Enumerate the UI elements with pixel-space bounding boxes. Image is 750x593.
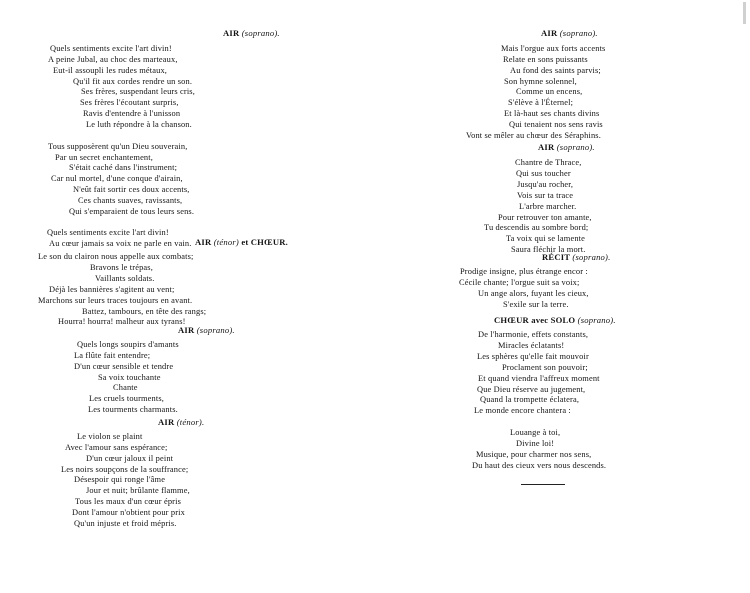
- verse-line: Tu descendis au sombre bord;: [484, 223, 589, 233]
- verse-line: Qu'il fit aux cordes rendre un son.: [73, 76, 193, 86]
- heading-voice: (soprano).: [577, 315, 616, 325]
- verse-line: Dont l'amour n'obtient pour prix: [72, 507, 185, 517]
- scan-edge-mark: [743, 2, 746, 24]
- verse-line: Avec l'amour sans espérance;: [65, 442, 168, 452]
- verse-line: Et là-haut ses chants divins: [504, 109, 600, 119]
- heading-voice: (soprano).: [241, 28, 280, 38]
- verse-line: Déjà les bannières s'agitent au vent;: [49, 284, 175, 294]
- heading-voice: (soprano).: [556, 142, 595, 152]
- verse-line: Le son du clairon nous appelle aux combats;: [38, 252, 194, 261]
- verse-line: Quels longs soupirs d'amants: [77, 340, 179, 349]
- verse-line: Pour retrouver ton amante,: [498, 212, 592, 222]
- verse-line: Mais l'orgue aux forts accents: [501, 44, 606, 53]
- section-heading: [223, 28, 280, 38]
- verse-line: Tous les maux d'un cœur épris: [75, 497, 181, 507]
- verse-line: Battez, tambours, en tête des rangs;: [82, 306, 207, 316]
- verse-line: Quels sentiments excite l'art divin!: [47, 228, 169, 238]
- verse-line: S'exile sur la terre.: [503, 299, 569, 309]
- verse-line: Qui tenaient nos sens ravis: [509, 119, 603, 129]
- section-heading: [195, 237, 288, 247]
- verse-line: Bravons le trépas,: [90, 262, 153, 272]
- verse-line: Saura fléchir la mort.: [511, 245, 586, 255]
- section-heading: [158, 417, 204, 427]
- verse-line: Sa voix touchante: [98, 372, 161, 382]
- verse-line: Car nul mortel, d'une conque d'airain,: [51, 174, 183, 184]
- heading-title: AIR: [195, 237, 214, 247]
- verse-line: Quand la trompette éclatera,: [480, 395, 580, 405]
- verse-line: La flûte fait entendre;: [74, 350, 151, 360]
- verse-line: Musique, pour charmer nos sens,: [476, 449, 592, 459]
- verse-line: Jour et nuit; brûlante flamme,: [86, 486, 190, 496]
- verse-line: Chantre de Thrace,: [515, 158, 582, 167]
- verse-line: Du haut des cieux vers nous descends.: [472, 460, 607, 470]
- section-heading: [542, 252, 610, 262]
- section-heading: [178, 325, 235, 335]
- verse-line: Désespoir qui ronge l'âme: [74, 475, 166, 485]
- verse-line: Qui s'emparaient de tous leurs sens.: [69, 206, 195, 216]
- verse-line: Prodige insigne, plus étrange encor :: [460, 267, 588, 276]
- verse-line: Proclament son pouvoir;: [502, 362, 588, 372]
- verse-line: Chante: [113, 383, 138, 393]
- verse-line: Que Dieu réserve au jugement,: [477, 384, 586, 394]
- section-heading: [538, 142, 595, 152]
- verse-line: Un ange alors, fuyant les cieux,: [478, 288, 589, 298]
- verse-line: Relate en sons puissants: [503, 54, 588, 64]
- heading-tail: et CHŒUR.: [238, 237, 289, 247]
- heading-title: AIR: [158, 417, 177, 427]
- verse-line: Jusqu'au rocher,: [517, 179, 574, 189]
- verse-line: Vaillants soldats.: [95, 273, 155, 283]
- verse-line: Son hymne solennel,: [504, 76, 577, 86]
- verse-line: Les sphères qu'elle fait mouvoir: [477, 351, 589, 361]
- heading-voice: (soprano).: [572, 252, 611, 262]
- heading-title: AIR: [541, 28, 560, 38]
- verse-line: Ses frères l'écoutant surpris,: [80, 98, 179, 108]
- verse-line: Et quand viendra l'affreux moment: [478, 373, 600, 383]
- verse-line: Vois sur ta trace: [517, 190, 574, 200]
- verse-line: Ses frères, suspendant leurs cris,: [81, 87, 195, 97]
- heading-voice: (soprano).: [559, 28, 598, 38]
- verse-line: Au cœur jamais sa voix ne parle en vain.: [49, 239, 192, 249]
- verse-line: Marchons sur leurs traces toujours en avant.: [38, 295, 193, 305]
- section-heading: [494, 315, 616, 325]
- heading-voice: (ténor): [213, 237, 239, 247]
- verse-line: Ravis d'entendre à l'unisson: [83, 109, 181, 119]
- verse-line: Ces chants suaves, ravissants,: [78, 195, 183, 205]
- heading-voice: (ténor).: [176, 417, 205, 427]
- verse-line: Hourra! hourra! malheur aux tyrans!: [58, 317, 186, 327]
- verse-line: Le violon se plaint: [77, 432, 143, 441]
- verse-line: A peine Jubal, au choc des marteaux,: [48, 54, 178, 64]
- verse-line: D'un cœur sensible et tendre: [74, 361, 174, 371]
- section-heading: [541, 28, 598, 38]
- verse-line: Les noirs soupçons de la souffrance;: [61, 464, 189, 474]
- heading-title: AIR: [223, 28, 242, 38]
- verse-line: Divine loi!: [516, 439, 555, 448]
- verse-line: Miracles éclatants!: [498, 340, 565, 350]
- verse-line: Les cruels tourments,: [89, 394, 165, 404]
- verse-line: D'un cœur jaloux il peint: [86, 453, 174, 463]
- verse-line: S'élève à l'Éternel;: [508, 98, 574, 108]
- verse-line: Louange à toi,: [510, 428, 561, 438]
- verse-line: Tous supposèrent qu'un Dieu souverain,: [48, 141, 188, 151]
- verse-line: N'eût fait sortir ces doux accents,: [73, 185, 190, 195]
- heading-voice: (soprano).: [196, 325, 235, 335]
- verse-line: De l'harmonie, effets constants,: [478, 330, 589, 339]
- verse-line: Eut-il assoupli les rudes métaux,: [53, 65, 168, 75]
- verse-line: Le monde encore chantera :: [474, 406, 571, 416]
- heading-title: AIR: [178, 325, 197, 335]
- heading-title: RÉCIT: [542, 252, 573, 262]
- heading-title: CHŒUR avec SOLO: [494, 315, 578, 325]
- heading-title: AIR: [538, 142, 557, 152]
- verse-line: Qu'un injuste et froid mépris.: [74, 518, 177, 528]
- verse-line: Par un secret enchantement,: [55, 152, 153, 162]
- verse-line: Ta voix qui se lamente: [506, 234, 585, 244]
- verse-line: Les tourments charmants.: [88, 405, 178, 415]
- verse-line: L'arbre marcher.: [519, 201, 577, 211]
- end-rule: [521, 484, 565, 485]
- verse-line: Au fond des saints parvis;: [510, 65, 601, 75]
- verse-line: Quels sentiments excite l'art divin!: [50, 44, 172, 53]
- verse-line: Cécile chante; l'orgue suit sa voix;: [459, 277, 580, 287]
- verse-line: Le luth répondre à la chanson.: [86, 119, 192, 129]
- verse-line: S'était caché dans l'instrument;: [69, 163, 178, 173]
- verse-line: Comme un encens,: [516, 87, 583, 97]
- verse-line: Vont se mêler au chœur des Séraphins.: [466, 130, 601, 140]
- verse-line: Qui sus toucher: [516, 168, 571, 178]
